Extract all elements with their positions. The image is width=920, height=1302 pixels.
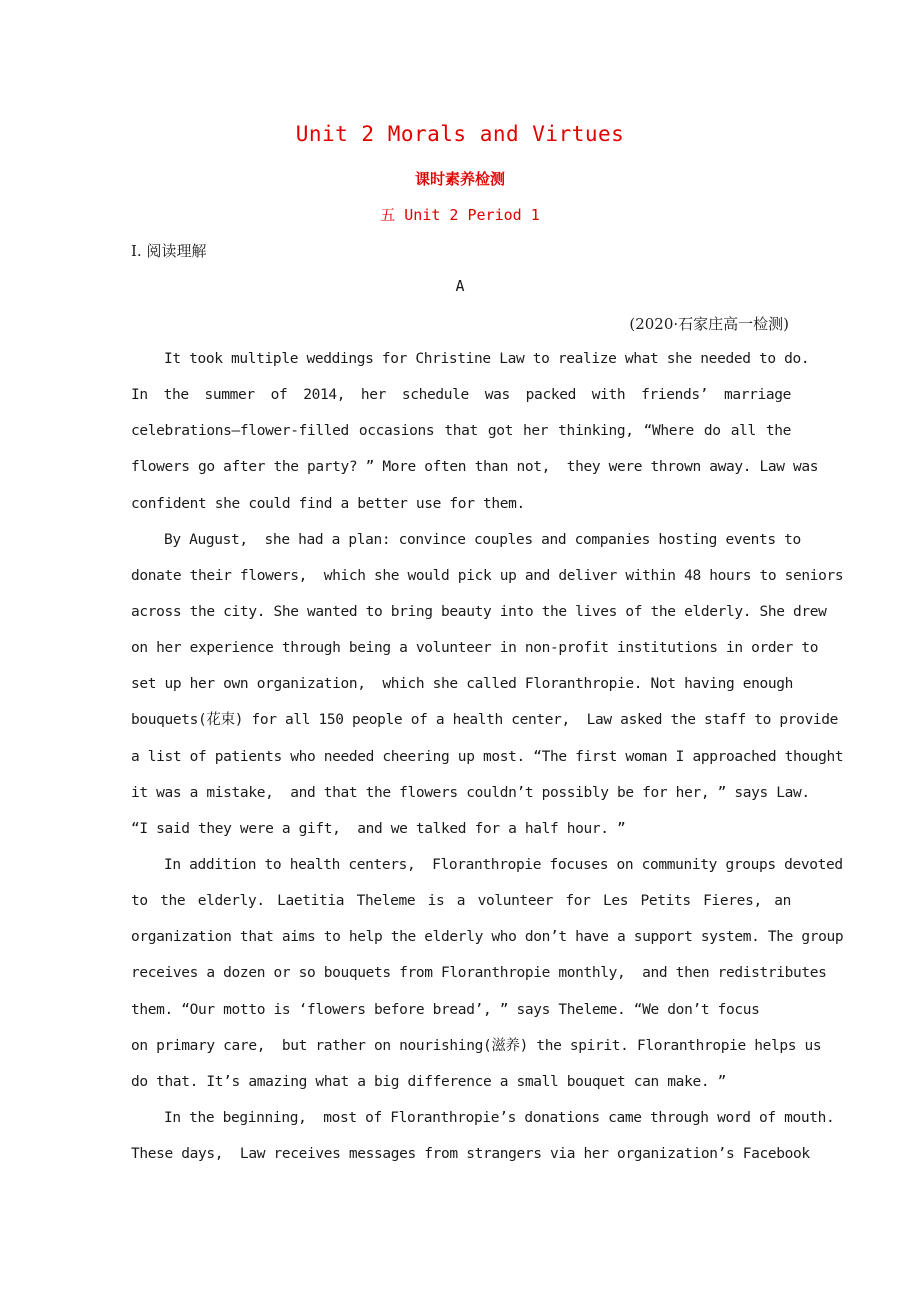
passage-line: organization that aims to help the elderly who don’t have a support system. The group — [131, 929, 844, 946]
passage-line: do that. It’s amazing what a big difference a small bouquet can make. ” — [131, 1073, 726, 1090]
passage-line: receives a dozen or so bouquets from Floranthropie monthly, and then redistributes — [131, 965, 827, 982]
section-heading: Ⅰ. 阅读理解 — [131, 242, 207, 260]
passage-line: In the summer of 2014, her schedule was packed with friends’ marriage — [131, 387, 791, 404]
document-title: Unit 2 Morals and Virtues — [295, 122, 625, 146]
passage-line: to the elderly. Laetitia Theleme is a volunteer for Les Petits Fieres, an — [131, 893, 791, 910]
passage-line: a list of patients who needed cheering up most. “The first woman I approached thought — [131, 748, 844, 765]
passage-line: donate their flowers, which she would pick up and deliver within 48 hours to seniors — [131, 567, 844, 584]
passage-line: it was a mistake, and that the flowers couldn’t possibly be for her, ” says Law. — [131, 784, 810, 801]
passage-line: By August, she had a plan: convince couples and companies hosting events to — [164, 531, 801, 548]
passage-label: A — [455, 277, 465, 295]
passage-line: In addition to health centers, Floranthropie focuses on community groups devoted — [164, 856, 843, 873]
passage-body — [131, 349, 844, 1180]
passage-line: bouquets(花束) for all 150 people of a health center, Law asked the staff to provide — [131, 712, 839, 729]
document-subtitle: 课时素养检测 — [414, 170, 505, 188]
passage-line: confident she could find a better use for them. — [131, 495, 525, 512]
source-citation: (2020·石家庄高一检测) — [629, 315, 789, 333]
passage-line: across the city. She wanted to bring beauty into the lives of the elderly. She drew — [131, 603, 827, 620]
passage-line: “I said they were a gift, and we talked for a half hour. ” — [131, 820, 626, 837]
passage-line: on her experience through being a volunteer in non-profit institutions in order to — [131, 640, 819, 657]
passage-line: In the beginning, most of Floranthropie’s donations came through word of mouth. — [164, 1109, 835, 1126]
passage-line: them. “Our motto is ‘flowers before bread’, ” says Theleme. “We don’t focus — [131, 1001, 760, 1018]
passage-line: celebrations—flower-filled occasions that got her thinking, “Where do all the — [131, 423, 791, 440]
passage-line: These days, Law receives messages from strangers via her organization’s Facebook — [131, 1146, 810, 1163]
period-heading: 五 Unit 2 Period 1 — [380, 206, 540, 224]
passage-line: on primary care, but rather on nourishing(滋养) the spirit. Floranthropie helps us — [131, 1037, 822, 1054]
passage-line: flowers go after the party? ” More often than not, they were thrown away. Law was — [131, 459, 819, 476]
passage-line: set up her own organization, which she called Floranthropie. Not having enough — [131, 676, 793, 693]
passage-line: It took multiple weddings for Christine Law to realize what she needed to do. — [164, 351, 810, 367]
